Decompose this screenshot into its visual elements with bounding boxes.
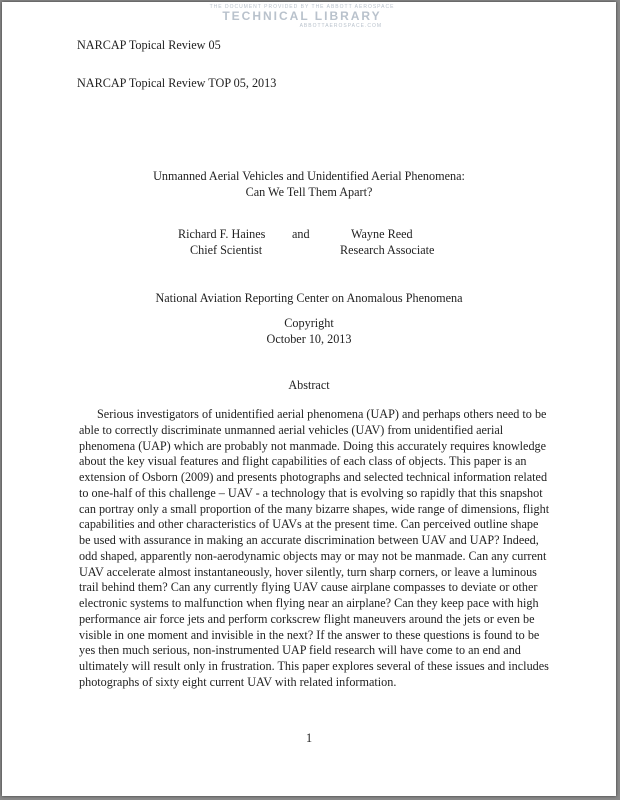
abstract-body bbox=[79, 407, 549, 691]
abstract-line: phenomena (UAP) which are probably not manmade. Doing this accurately requires knowledge bbox=[79, 438, 547, 453]
abstract-line: to one-half of this challenge – UAV - a technology that is evolving so rapidly that this snapshot bbox=[79, 485, 543, 500]
abstract-line: visible in one moment and invisible in the next? If the answer to these questions is found to be bbox=[79, 627, 540, 642]
abstract-line: ultimately will result only in frustration. This paper explores several of these issues and includes bbox=[79, 659, 549, 673]
abstract-line: performance air force jets and perform corkscrew flight maneuvers around the jets or even be bbox=[79, 611, 535, 626]
abstract-line: yes then much serious, non-instrumented UAP field research will have come to an end and bbox=[79, 643, 521, 658]
technical-library-watermark bbox=[192, 4, 412, 29]
copyright: Copyright bbox=[284, 316, 334, 330]
abstract-line: capabilities and other characteristics of UAVs at the present time. Can perceived outline shape bbox=[79, 517, 539, 532]
abstract-line: able to correctly discriminate unmanned aerial vehicles (UAV) from unidentified aerial bbox=[79, 422, 504, 437]
date: October 10, 2013 bbox=[266, 332, 352, 346]
abstract-line: Serious investigators of unidentified aerial phenomena (UAP) and perhaps others need to be bbox=[97, 407, 547, 421]
document-page bbox=[2, 2, 616, 796]
abstract-heading: Abstract bbox=[288, 378, 330, 392]
abstract-line: electronic systems to malfunction when flying near an airplane? Can they keep pace with high bbox=[79, 596, 539, 610]
author-1-name: Richard F. Haines bbox=[178, 227, 266, 241]
author-2-name: Wayne Reed bbox=[351, 227, 413, 241]
abstract-line: about the key visual features and flight capabilities of each class of objects. This paper is an bbox=[79, 454, 527, 469]
abstract-line: be used with assurance in making an accurate discrimination between UAV and UAP? Indeed, bbox=[79, 533, 539, 547]
abstract-line: odd shaped, apparently non-aerodynamic objects may or may not be manmade. Can any current bbox=[79, 548, 547, 563]
watermark-url: ABBOTTAEROSPACE.COM bbox=[299, 23, 382, 29]
watermark-line: THE DOCUMENT PROVIDED BY THE ABBOTT AEROSPACE bbox=[209, 4, 395, 10]
page-number: 1 bbox=[305, 731, 313, 745]
authors-conjunction: and bbox=[292, 227, 310, 241]
organization: National Aviation Reporting Center on Anomalous Phenomena bbox=[155, 291, 463, 305]
author-1-role: Chief Scientist bbox=[190, 243, 263, 257]
title-line-2: Can We Tell Them Apart? bbox=[245, 185, 373, 199]
running-header: NARCAP Topical Review 05 bbox=[77, 38, 221, 52]
abstract-line: photographs of sixty eight current UAV with related information. bbox=[79, 674, 397, 689]
abstract-line: UAV accelerate almost instantaneously, hover silently, turn sharp corners, or leave a luminous bbox=[79, 564, 537, 579]
watermark-title: TECHNICAL LIBRARY bbox=[222, 9, 382, 23]
author-2-role: Research Associate bbox=[340, 243, 435, 257]
series-header: NARCAP Topical Review TOP 05, 2013 bbox=[77, 76, 277, 90]
abstract-line: trail behind them? Can any currently flying UAV cause airplane compasses to deviate or other bbox=[79, 580, 538, 595]
abstract-line: extension of Osborn (2009) and presents photographs and selected technical information related bbox=[79, 470, 548, 484]
abstract-line: can portray only a small proportion of the many bizarre shapes, wide range of dimensions, flight bbox=[79, 501, 550, 516]
title-line-1: Unmanned Aerial Vehicles and Unidentified Aerial Phenomena: bbox=[153, 169, 465, 183]
